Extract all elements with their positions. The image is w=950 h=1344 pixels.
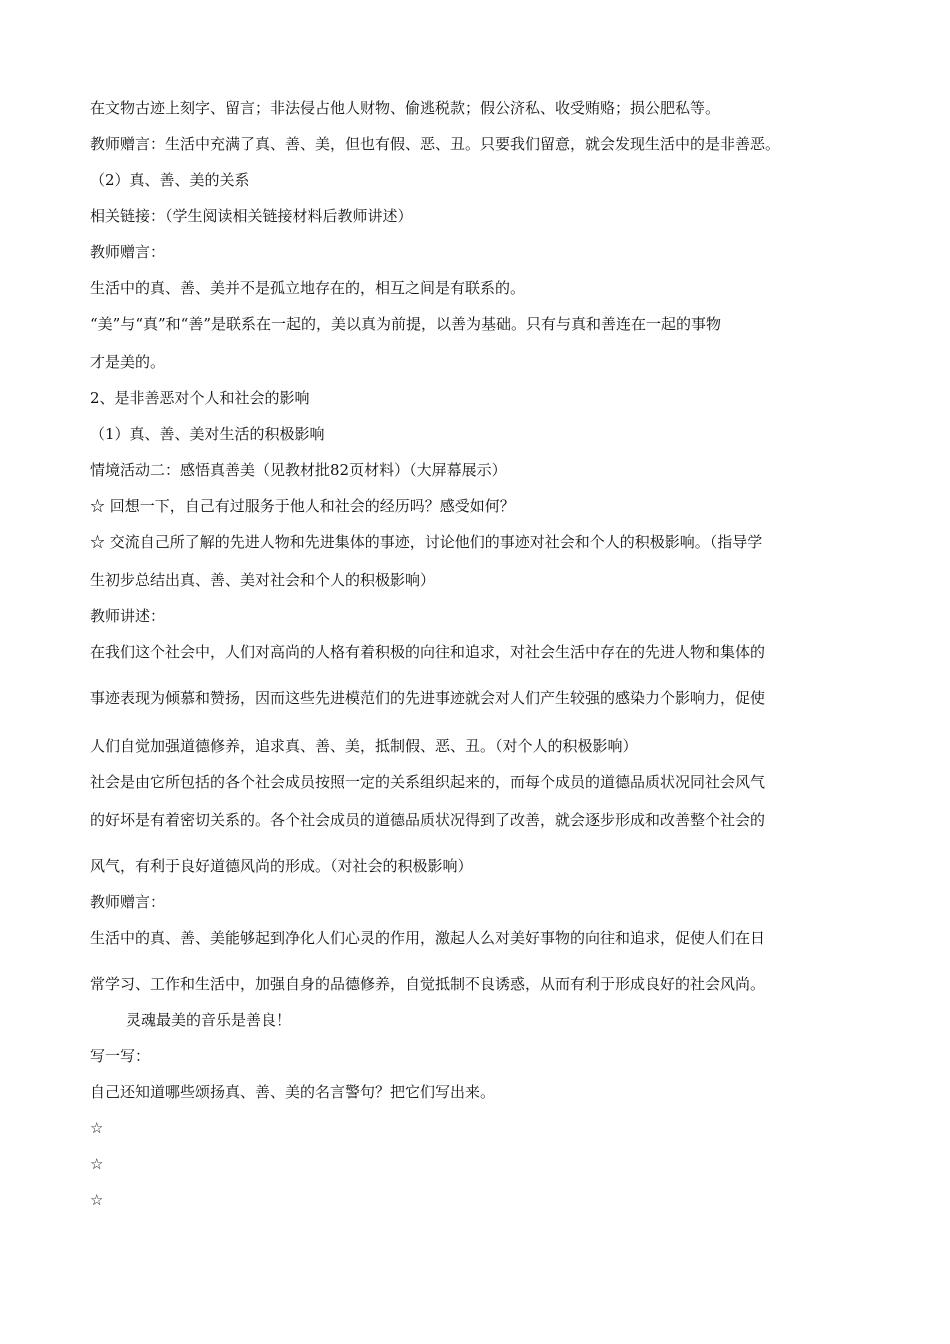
paragraph-line: 在我们这个社会中，人们对高尚的人格有着积极的向往和追求，对社会生活中存在的先进人物和集体的: [90, 643, 766, 661]
activity-line: 情境活动二：感悟真善美（见教材批82页材料）（大屏幕展示）: [90, 461, 507, 479]
paragraph-line: 生初步总结出真、善、美对社会和个人的积极影响）: [90, 571, 436, 589]
related-link-line: 相关链接：（学生阅读相关链接材料后教师讲述）: [90, 207, 413, 225]
star-icon: ☆: [90, 1191, 104, 1209]
paragraph-line: 生活中的真、善、美并不是孤立地存在的，相互之间是有联系的。: [90, 279, 526, 297]
motto-line: 灵魂最美的音乐是善良！: [126, 1011, 292, 1029]
paragraph-line: 人们自觉加强道德修养，追求真、善、美，抵制假、恶、丑。（对个人的积极影响）: [90, 737, 638, 755]
paragraph-line: 在文物古迹上刻字、留言；非法侵占他人财物、偷逃税款；假公济私、收受贿赂；损公肥私等。: [90, 99, 721, 117]
write-heading: 写一写：: [90, 1047, 151, 1065]
paragraph-line: 的好坏是有着密切关系的。各个社会成员的道德品质状况得到了改善，就会逐步形成和改善整个社会的: [90, 811, 766, 829]
document-page: [90, 98, 860, 1226]
paragraph-line: 生活中的真、善、美能够起到净化人们心灵的作用，激起人么对美好事物的向往和追求，促使人们在日: [90, 929, 766, 947]
teacher-message-heading: 教师赠言：: [90, 243, 166, 261]
teacher-message-line: 教师赠言：生活中充满了真、善、美，但也有假、恶、丑。只要我们留意，就会发现生活中的是非善恶。: [90, 135, 781, 153]
star-item: ☆ 回想一下，自己有过服务于他人和社会的经历吗？感受如何？: [90, 497, 515, 515]
paragraph-line: 风气，有利于良好道德风尚的形成。（对社会的积极影响）: [90, 857, 473, 875]
star-icon: ☆: [90, 1119, 104, 1137]
star-item: ☆ 交流自己所了解的先进人物和先进集体的事迹，讨论他们的事迹对社会和个人的积极影响。（指导学: [90, 533, 763, 551]
paragraph-line: 才是美的。: [90, 353, 166, 371]
paragraph-line: “美”与“真”和“善”是联系在一起的，美以真为前提，以善为基础。只有与真和善连在一起的事物: [90, 315, 722, 333]
section-heading: 2、是非善恶对个人和社会的影响: [90, 389, 310, 407]
paragraph-line: 事迹表现为倾慕和赞扬，因而这些先进模范们的先进事迹就会对人们产生较强的感染力个影响力，促使: [90, 689, 766, 707]
paragraph-line: 社会是由它所包括的各个社会成员按照一定的关系组织起来的，而每个成员的道德品质状况同社会风气: [90, 773, 766, 791]
star-icon: ☆: [90, 1155, 104, 1173]
paragraph-line: 自己还知道哪些颂扬真、善、美的名言警句？把它们写出来。: [90, 1083, 496, 1101]
paragraph-line: 常学习、工作和生活中，加强自身的品德修养，自觉抵制不良诱惑，从而有利于形成良好的社会风尚。: [90, 975, 766, 993]
teacher-narration-heading: 教师讲述：: [90, 607, 166, 625]
section-heading: （2）真、善、美的关系: [90, 171, 250, 189]
section-heading: （1）真、善、美对生活的积极影响: [90, 425, 325, 443]
teacher-message-heading: 教师赠言：: [90, 893, 166, 911]
